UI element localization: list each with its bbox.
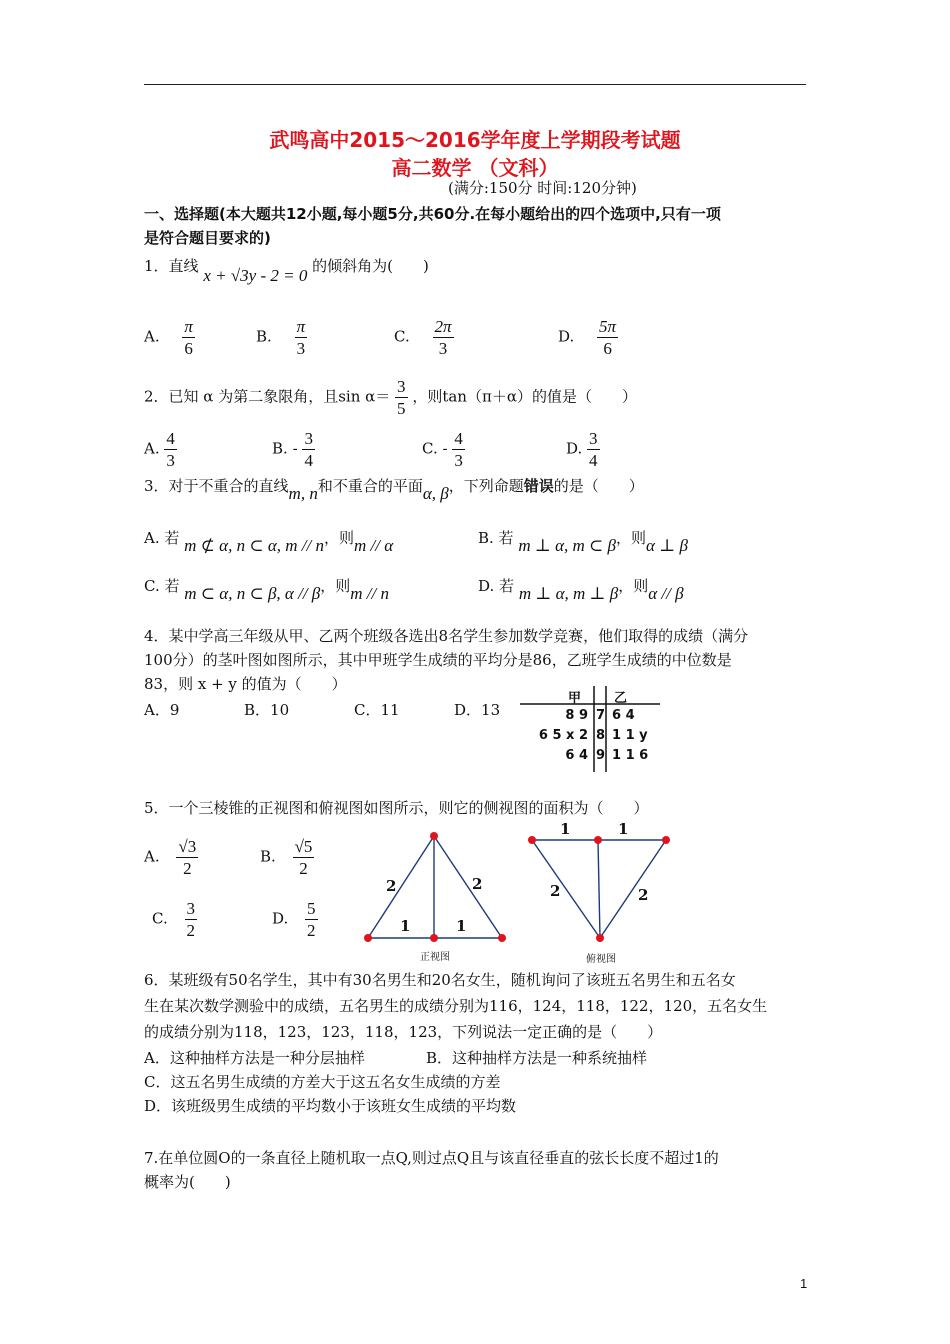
stem-leaf-plot: [520, 686, 660, 772]
stem-row-1-right: 6 4: [612, 708, 635, 723]
option-condition: m ⊄ α, n ⊂ α, m // n: [184, 536, 324, 555]
option-then: ，则: [618, 577, 649, 595]
section-heading-cont: 是符合题目要求的): [144, 229, 271, 247]
option-label: A. 若: [144, 529, 180, 547]
option-then: ，则: [616, 529, 647, 547]
option-label: C. 若: [144, 577, 180, 595]
option-label: D.: [566, 439, 583, 458]
q3-planes: α, β: [422, 484, 449, 503]
option-label: D. 若: [478, 577, 515, 595]
stem-header-left: 甲: [568, 691, 582, 706]
front-view-caption: 正视图: [420, 952, 450, 963]
option-label: B.: [272, 439, 288, 458]
q6-option-a: A．这种抽样方法是一种分层抽样: [144, 1049, 365, 1067]
option-result: m // α: [354, 536, 394, 555]
stem-row-3-stem: 9: [596, 748, 606, 763]
top-label-diag-right: 2: [638, 886, 649, 904]
option-fraction: [302, 428, 315, 471]
frac-den: 4: [589, 451, 598, 470]
frac-num: π: [184, 317, 193, 336]
option-label: D.: [558, 327, 575, 346]
option-label: A.: [144, 847, 160, 866]
stem-row-3-right: 1 1 6: [612, 748, 649, 763]
top-rule: [144, 84, 806, 85]
q3-stem-b: 和不重合的平面: [317, 477, 423, 495]
q4-option-a: A．9: [144, 701, 180, 719]
q6-option-b: B．这种抽样方法是一种系统抽样: [426, 1049, 648, 1067]
frac-num: 3: [304, 429, 313, 448]
q6-line3: 的成绩分别为118，123，123，118，123，下列说法一定正确的是（ ）: [144, 1023, 663, 1041]
q5-stem: 5．一个三棱锥的正视图和俯视图如图所示，则它的侧视图的面积为（ ）: [144, 799, 649, 817]
frac-den: 2: [299, 859, 308, 878]
q2-fraction: [395, 376, 408, 419]
option-label: B.: [256, 327, 272, 346]
frac-den: 2: [186, 921, 195, 940]
stem-row-2-right: 1 1 y: [612, 728, 648, 743]
option-label: A.: [144, 439, 160, 458]
option-fraction: [597, 316, 618, 359]
q7-line1: 7.在单位圆O的一条直径上随机取一点Q,则过点Q且与该直径垂直的弦长长度不超过1的: [144, 1149, 719, 1167]
q6-line1: 6．某班级有50名学生，其中有30名男生和20名女生，随机询问了该班五名男生和五名女: [144, 971, 736, 989]
frac-num: 5: [307, 899, 316, 918]
q1-stem: [144, 256, 429, 285]
q5-option-c: [152, 898, 197, 941]
page-subtitle: 高二数学 （文科）: [391, 156, 559, 180]
option-fraction: [433, 316, 454, 359]
top-label-left: 1: [560, 820, 571, 838]
stem-header-right: 乙: [614, 691, 628, 706]
q3-emphasis: 错误: [523, 477, 554, 495]
option-then: ，则: [324, 529, 355, 547]
top-view-figure: [520, 818, 680, 968]
frac-den: 3: [166, 451, 175, 470]
q1-stem-a: 1．直线: [144, 257, 199, 275]
frac-num: √5: [294, 837, 313, 856]
front-label-bottom-right: 1: [456, 917, 467, 935]
q2-option-d: [566, 428, 600, 471]
option-fraction: [293, 836, 315, 879]
q4-line1: 4．某中学高三年级从甲、乙两个班级各选出8名学生参加数学竞赛，他们取得的成绩（满分: [144, 627, 749, 645]
q3-stem-c: ，下列命题: [448, 477, 524, 495]
option-fraction: [295, 316, 308, 359]
q4-option-d: D．13: [454, 701, 501, 719]
q5-option-b: [260, 836, 314, 879]
front-view-figure: [360, 826, 520, 966]
frac-num: 4: [166, 429, 175, 448]
frac-num: 3: [397, 377, 406, 396]
option-result: α // β: [648, 584, 684, 603]
q4-line3: 83，则 x + y 的值为（ ）: [144, 675, 347, 693]
frac-den: 3: [296, 339, 306, 358]
option-label: A.: [144, 327, 160, 346]
option-label: B.: [260, 847, 276, 866]
option-fraction: [587, 428, 600, 471]
option-condition: m ⊥ α, m ⊥ β: [518, 584, 619, 603]
q2-option-b: [272, 428, 315, 471]
q1-option-d: [558, 316, 618, 359]
front-label-bottom-left: 1: [400, 917, 411, 935]
frac-num: 3: [589, 429, 598, 448]
page-title: 武鸣高中2015～2016学年度上学期段考试题: [269, 128, 681, 152]
option-result: α ⊥ β: [646, 536, 688, 555]
option-then: ，则: [320, 577, 351, 595]
stem-row-1-stem: 7: [596, 708, 606, 723]
option-condition: m ⊂ α, n ⊂ β, α // β: [184, 584, 321, 603]
option-fraction: [185, 898, 198, 941]
q1-equation: x + √3y - 2 = 0: [203, 266, 308, 285]
frac-num: 3: [186, 899, 195, 918]
frac-den: 3: [438, 339, 448, 358]
front-label-right: 2: [472, 875, 483, 893]
q7-line2: 概率为( ): [144, 1173, 231, 1191]
option-label: C.: [422, 439, 438, 458]
option-fraction: [182, 316, 195, 359]
q5-option-d: [272, 898, 318, 941]
option-label: C.: [152, 909, 168, 928]
option-fraction: [305, 898, 318, 941]
q4-option-b: B．10: [244, 701, 290, 719]
q3-option-b: [478, 528, 688, 555]
q1-option-a: [144, 316, 195, 359]
top-label-right: 1: [618, 820, 629, 838]
frac-den: 2: [307, 921, 316, 940]
front-label-left: 2: [386, 877, 397, 895]
option-fraction: [164, 428, 177, 471]
q1-option-b: [256, 316, 307, 359]
q5-option-a: [144, 836, 198, 879]
option-fraction: [452, 428, 465, 471]
q3-option-a: [144, 528, 394, 555]
q4-line2: 100分）的茎叶图如图所示，其中甲班学生成绩的平均分是86，乙班学生成绩的中位数是: [144, 651, 732, 669]
stem-row-2-left: 6 5 x 2: [538, 728, 588, 743]
option-fraction: [176, 836, 198, 879]
q2-stem: [144, 376, 637, 419]
frac-den: 5: [397, 399, 406, 418]
frac-den: 2: [183, 859, 192, 878]
option-condition: m ⊥ α, m ⊂ β: [518, 536, 617, 555]
q3-option-c: [144, 576, 390, 603]
q6-line2: 生在某次数学测验中的成绩，五名男生的成绩分别为116，124，118，122，120，五名女生: [144, 997, 768, 1015]
top-label-diag-left: 2: [550, 882, 561, 900]
option-label: C.: [394, 327, 410, 346]
section-heading: 一、选择题(本大题共12小题,每小题5分,共60分.在每小题给出的四个选项中,只有一项: [144, 205, 721, 223]
option-sign: -: [292, 439, 298, 458]
frac-num: √3: [178, 837, 197, 856]
q3-lines: m, n: [288, 484, 318, 503]
q3-stem-d: 的是（ ）: [553, 477, 644, 495]
q1-option-c: [394, 316, 454, 359]
option-sign: -: [442, 439, 448, 458]
frac-den: 4: [304, 451, 313, 470]
frac-num: 5π: [599, 317, 617, 336]
exam-info: (满分:150分 时间:120分钟): [448, 179, 637, 197]
q1-stem-b: 的倾斜角为( ): [312, 257, 429, 275]
q2-stem-a: 2．已知 α 为第二象限角，且sin α＝: [144, 387, 391, 406]
q2-stem-b: ，则tan（π＋α）的值是（ ）: [412, 387, 637, 406]
option-label: D.: [272, 909, 289, 928]
page-number: 1: [800, 1276, 808, 1291]
stem-row-2-stem: 8: [596, 728, 606, 743]
q3-option-d: [478, 576, 684, 603]
frac-den: 6: [603, 339, 612, 358]
q6-option-d: D．该班级男生成绩的平均数小于该班女生成绩的平均数: [144, 1097, 517, 1115]
frac-num: 4: [454, 429, 463, 448]
frac-den: 3: [454, 451, 463, 470]
q2-option-a: [144, 428, 177, 471]
frac-den: 6: [184, 339, 193, 358]
frac-num: π: [296, 317, 306, 336]
option-result: m // n: [350, 584, 390, 603]
q2-option-c: [422, 428, 465, 471]
top-view-caption: 俯视图: [586, 954, 616, 965]
q3-stem-a: 3．对于不重合的直线: [144, 477, 289, 495]
option-label: B. 若: [478, 529, 514, 547]
frac-num: 2π: [434, 317, 452, 336]
q4-option-c: C．11: [354, 701, 400, 719]
q6-option-c: C．这五名男生成绩的方差大于这五名女生成绩的方差: [144, 1073, 501, 1091]
q3-stem: [144, 476, 644, 503]
stem-row-1-left: 8 9: [565, 708, 588, 723]
stem-row-3-left: 6 4: [565, 748, 588, 763]
